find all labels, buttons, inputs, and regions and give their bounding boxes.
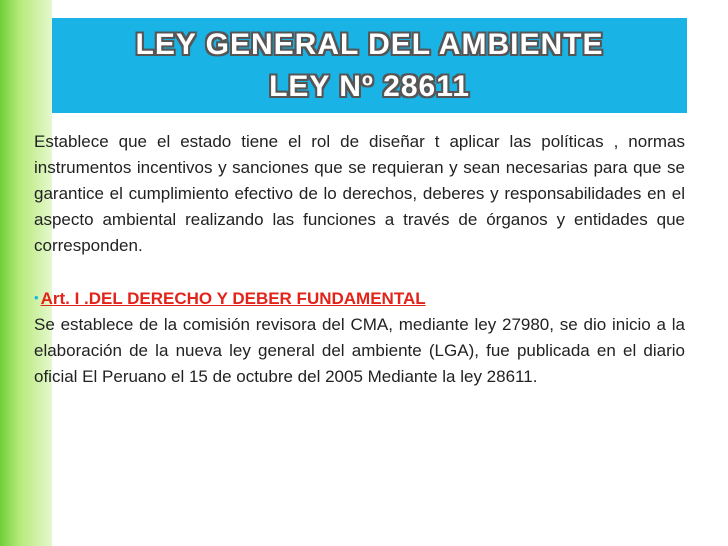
intro-paragraph: Establece que el estado tiene el rol de diseñar t aplicar las políticas , normas instrumentos incentivos y sanciones que se requieran y sean necesarias para que se garantice el cumplimiento efectivo de lo derechos, deberes y responsabilidades en el aspecto ambiental realizando las funciones a través de órganos y entidades que corresponden. [34,132,685,255]
bullet-icon: • [34,290,39,305]
article-heading-link[interactable]: Art. I .DEL DERECHO Y DEBER FUNDAMENTAL [40,289,426,308]
article-bullet [34,285,685,312]
article-paragraph: Se establece de la comisión revisora del CMA, mediante ley 27980, se dio inicio a la elaboración de la nueva ley general del ambiente (LGA), fue publicada en el diario oficial El Peruano el 15 de octubre del 2005 Mediante la ley 28611. [34,315,685,386]
slide-body [34,129,685,390]
slide-title: LEY GENERAL DEL AMBIENTE [135,28,604,61]
spacer [34,259,685,285]
slide-subtitle: LEY Nº 28611 [269,70,470,103]
